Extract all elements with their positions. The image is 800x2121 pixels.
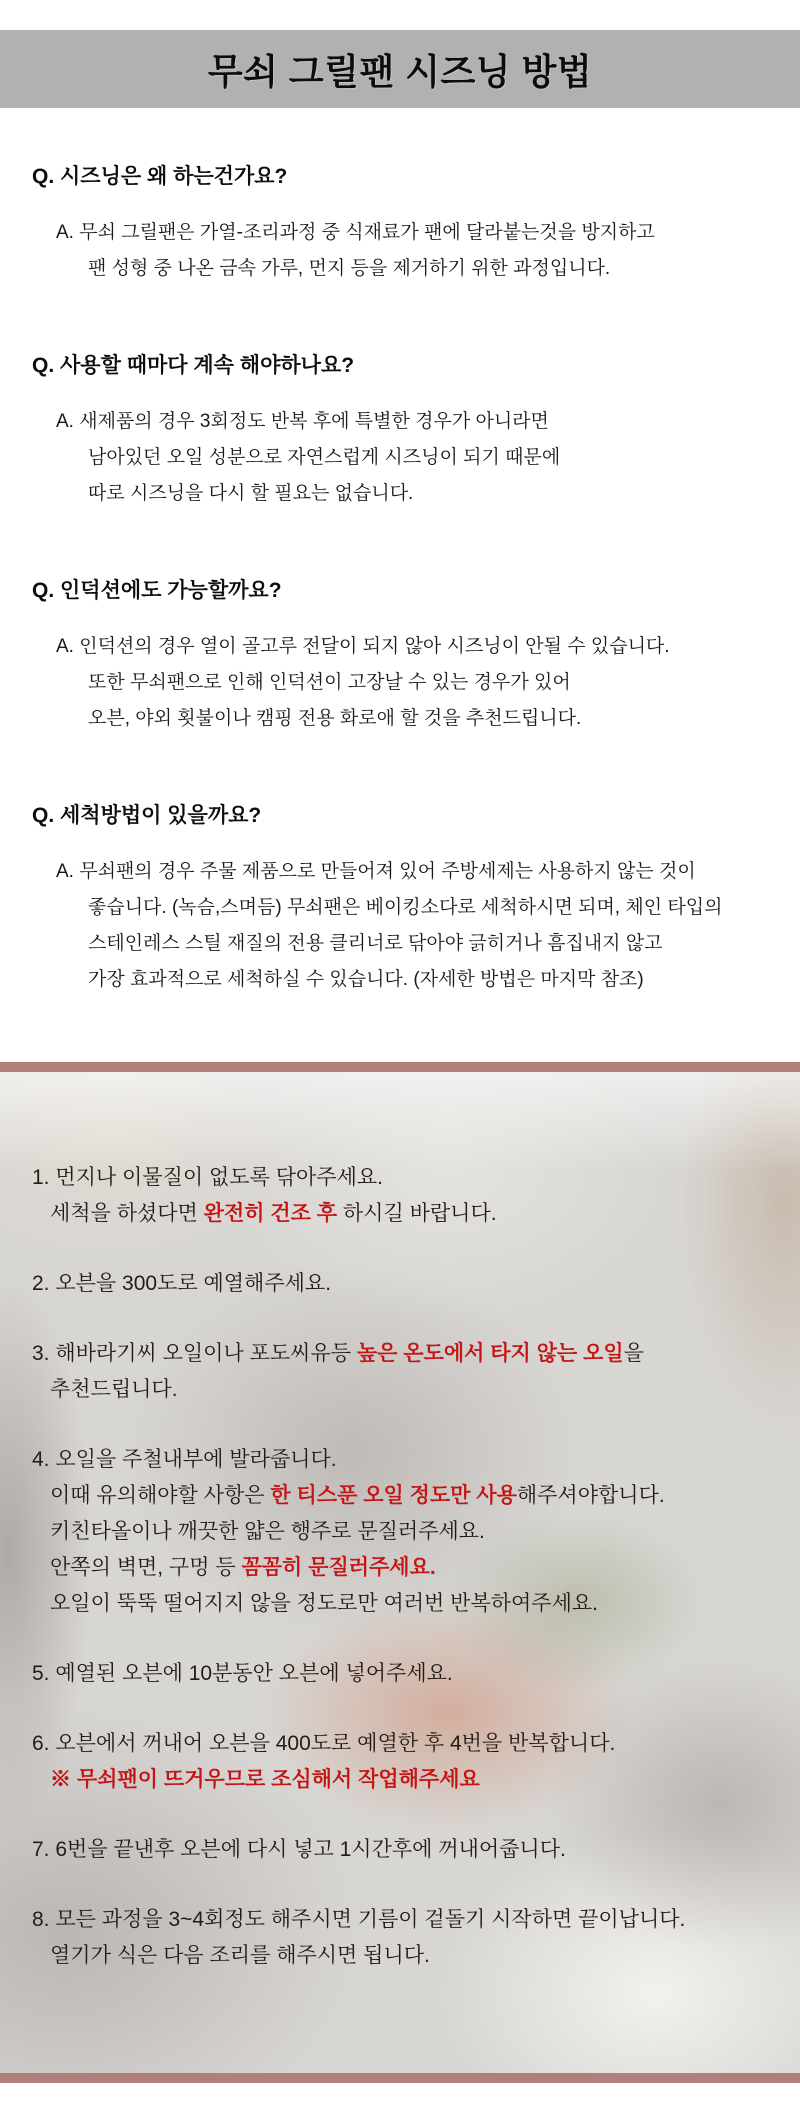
- step-text: 5. 예열된 오븐에 10분동안 오븐에 넣어주세요.: [32, 1662, 453, 1685]
- faq-answer: [32, 215, 772, 287]
- step-item: [32, 1902, 776, 1974]
- seasoning-guide-page: [0, 30, 800, 2121]
- faq-answer-line: 오븐, 야외 횟불이나 캠핑 전용 화로애 할 것을 추천드립니다.: [88, 708, 582, 729]
- faq-block: [32, 576, 772, 737]
- faq-block: [32, 801, 772, 998]
- step-line: [32, 1514, 776, 1550]
- title-banner: [0, 30, 800, 108]
- step-text: 3. 해바라기씨 오일이나 포도씨유등: [32, 1342, 357, 1365]
- faq-block: [32, 351, 772, 512]
- section-divider-top: [0, 1062, 800, 1072]
- faq-question: Q. 세척방법이 있을까요?: [32, 804, 262, 827]
- faq-answer-line: 또한 무쇠팬으로 인해 인덕션이 고장날 수 있는 경우가 있어: [88, 672, 571, 693]
- step-line: [32, 1266, 776, 1302]
- step-text: 4. 오일을 주철내부에 발라줍니다.: [32, 1448, 337, 1471]
- faq-answer: [32, 854, 772, 998]
- step-text: 키친타올이나 깨끗한 얇은 행주로 문질러주세요.: [50, 1520, 485, 1543]
- faq-answer-line: A. 새제품의 경우 3회정도 반복 후에 특별한 경우가 아니라면: [56, 411, 549, 432]
- faq-answer-line: 스테인레스 스틸 재질의 전용 클리너로 닦아야 긁히거나 흠집내지 않고: [88, 933, 663, 954]
- step-item: [32, 1160, 776, 1232]
- faq-question: Q. 인덕션에도 가능할까요?: [32, 579, 282, 602]
- step-text: 안쪽의 벽면, 구멍 등: [50, 1556, 242, 1579]
- step-item: [32, 1832, 776, 1868]
- step-highlight-text: 완전히 건조 후: [203, 1202, 338, 1225]
- footer-spacer: [0, 2083, 800, 2121]
- faq-block: [32, 162, 772, 287]
- page-title: 무쇠 그릴팬 시즈닝 방법: [207, 50, 593, 92]
- step-highlight-text: ※ 무쇠팬이 뜨거우므로 조심해서 작업해주세요: [50, 1768, 480, 1791]
- step-highlight-text: 꼼꼼히 문질러주세요.: [241, 1556, 436, 1579]
- faq-answer-line: A. 무쇠 그릴팬은 가열-조리과정 중 식재료가 팬에 달라붙는것을 방지하고: [56, 222, 655, 243]
- faq-answer-line: 좋습니다. (녹슴,스며듬) 무쇠팬은 베이킹소다로 세척하시면 되며, 체인 타입의: [88, 897, 723, 918]
- step-text: 7. 6번을 끝낸후 오븐에 다시 넣고 1시간후에 꺼내어줍니다.: [32, 1838, 566, 1861]
- step-highlight-text: 한 티스푼 오일 정도만 사용: [270, 1484, 517, 1507]
- step-text: 8. 모든 과정을 3~4회정도 해주시면 기름이 겉돌기 시작하면 끝이납니다.: [32, 1908, 686, 1931]
- faq-question: Q. 시즈닝은 왜 하는건가요?: [32, 165, 288, 188]
- faq-answer: [32, 629, 772, 737]
- faq-answer-line: 팬 성형 중 나온 금속 가루, 먼지 등을 제거하기 위한 과정입니다.: [88, 258, 611, 279]
- step-highlight-text: 높은 온도에서 타지 않는 오일: [356, 1342, 624, 1365]
- faq-question: Q. 사용할 때마다 계속 해야하나요?: [32, 354, 355, 377]
- step-item: [32, 1726, 776, 1798]
- step-line: [32, 1372, 776, 1408]
- step-item: [32, 1266, 776, 1302]
- step-text: 2. 오븐을 300도로 예열해주세요.: [32, 1272, 332, 1295]
- step-line: [32, 1478, 776, 1514]
- step-item: [32, 1336, 776, 1408]
- step-line: [32, 1656, 776, 1692]
- faq-answer-line: 따로 시즈닝을 다시 할 필요는 없습니다.: [88, 483, 414, 504]
- faq-answer: [32, 404, 772, 512]
- background-photo: [0, 1072, 800, 2073]
- step-line: [32, 1832, 776, 1868]
- step-line: [32, 1550, 776, 1586]
- step-line: [32, 1902, 776, 1938]
- step-text: 6. 오븐에서 꺼내어 오븐을 400도로 예열한 후 4번을 반복합니다.: [32, 1732, 616, 1755]
- step-text: 오일이 뚝뚝 떨어지지 않을 정도로만 여러번 반복하여주세요.: [50, 1592, 598, 1615]
- step-text: 해주셔야합니다.: [516, 1484, 665, 1507]
- step-line: [32, 1762, 776, 1798]
- step-item: [32, 1656, 776, 1692]
- step-text: 1. 먼지나 이물질이 없도록 닦아주세요.: [32, 1166, 383, 1189]
- faq-answer-line: 가장 효과적으로 세척하실 수 있습니다. (자세한 방법은 마지막 참조): [88, 969, 644, 990]
- step-item: [32, 1442, 776, 1622]
- step-line: [32, 1196, 776, 1232]
- step-line: [32, 1938, 776, 1974]
- faq-answer-line: A. 무쇠팬의 경우 주물 제품으로 만들어져 있어 주방세제는 사용하지 않는 것이: [56, 861, 696, 882]
- step-text: 을: [623, 1342, 644, 1365]
- faq-section: [0, 108, 800, 998]
- step-line: [32, 1442, 776, 1478]
- step-text: 추천드립니다.: [50, 1378, 178, 1401]
- step-line: [32, 1336, 776, 1372]
- faq-answer-line: A. 인덕션의 경우 열이 골고루 전달이 되지 않아 시즈닝이 안될 수 있습니다.: [56, 636, 670, 657]
- faq-answer-line: 남아있던 오일 성분으로 자연스럽게 시즈닝이 되기 때문에: [88, 447, 561, 468]
- step-line: [32, 1726, 776, 1762]
- step-text: 하시길 바랍니다.: [337, 1202, 497, 1225]
- step-line: [32, 1586, 776, 1622]
- step-line: [32, 1160, 776, 1196]
- step-text: 열기가 식은 다음 조리를 해주시면 됩니다.: [50, 1944, 430, 1967]
- steps-list: [0, 1072, 800, 1974]
- step-text: 이때 유의해야할 사항은: [50, 1484, 271, 1507]
- step-text: 세척을 하셨다면: [50, 1202, 204, 1225]
